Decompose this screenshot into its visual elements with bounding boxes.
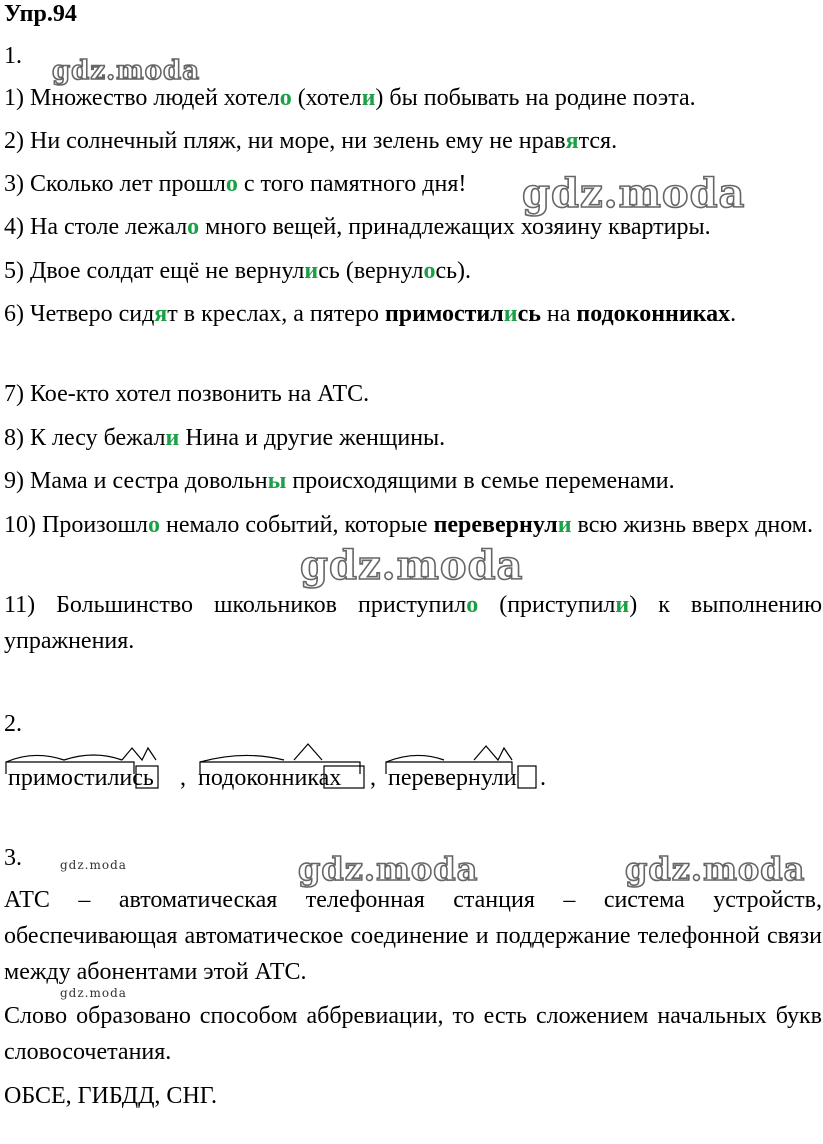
watermark: gdz.moda xyxy=(60,986,127,1000)
ending-box xyxy=(518,766,536,788)
watermark: gdz.moda xyxy=(522,170,746,217)
prefix-arc xyxy=(386,755,444,762)
section-2-number: 2. xyxy=(4,711,22,737)
watermark: gdz.moda xyxy=(52,56,201,86)
sentence-8: 8) К лесу бежали Нина и другие женщины. xyxy=(4,425,446,451)
watermark: gdz.moda xyxy=(300,542,524,589)
paragraph-definition: АТС – автоматическая телефонная станция – система устройств, обеспечивающая автоматическое соединение и поддержание телефонной связи между абонентами этой АТС. xyxy=(4,887,822,985)
sentence-11: 11) Большинство школьников приступило (приступили) к выполнению упражнения. xyxy=(4,592,823,654)
section-3-number: 3. xyxy=(4,845,22,871)
sentence-1: 1) Множество людей хотело (хотели) бы побывать на родине поэта. xyxy=(4,85,696,111)
separator: , xyxy=(180,765,186,791)
parsed-word: примостились xyxy=(8,765,154,791)
exercise-title: Упр.94 xyxy=(4,1,77,27)
watermark: gdz.moda xyxy=(625,850,806,888)
sentence-10: 10) Произошло немало событий, которые перевернули всю жизнь вверх дном. xyxy=(4,512,813,538)
sentence-2: 2) Ни солнечный пляж, ни море, ни зелень ему не нравятся. xyxy=(4,128,618,154)
section-1-number: 1. xyxy=(4,43,22,69)
separator: . xyxy=(540,765,546,791)
watermark: gdz.moda xyxy=(298,850,479,888)
suffix-mark xyxy=(122,748,156,760)
suffix-mark xyxy=(474,746,512,760)
paragraph-formation: Слово образовано способом аббревиации, то есть сложением начальных букв словосочетания. xyxy=(4,1003,822,1065)
suffix-mark xyxy=(294,744,322,760)
separator: , xyxy=(370,765,376,791)
parsed-word: перевернули xyxy=(388,765,517,791)
sentence-9: 9) Мама и сестра довольны происходящими в семье переменами. xyxy=(4,468,675,494)
prefix-arc xyxy=(200,755,284,762)
sentence-4: 4) На столе лежало много вещей, принадлежащих хозяину квартиры. xyxy=(4,214,711,240)
sentence-6: 6) Четверо сидят в креслах, а пятеро примостились на подоконниках. xyxy=(4,301,737,327)
sentence-5: 5) Двое солдат ещё не вернулись (вернулось). xyxy=(4,258,472,284)
watermark: gdz.moda xyxy=(60,858,127,872)
parsed-word: подоконниках xyxy=(198,765,342,791)
morpheme-diagram xyxy=(4,738,564,798)
sentence-7: 7) Кое-кто хотел позвонить на АТС. xyxy=(4,381,370,407)
sentence-3: 3) Сколько лет прошло с того памятного дня! xyxy=(4,171,467,197)
paragraph-examples: ОБСЕ, ГИБДД, СНГ. xyxy=(4,1083,217,1109)
prefix-arc xyxy=(6,755,122,762)
